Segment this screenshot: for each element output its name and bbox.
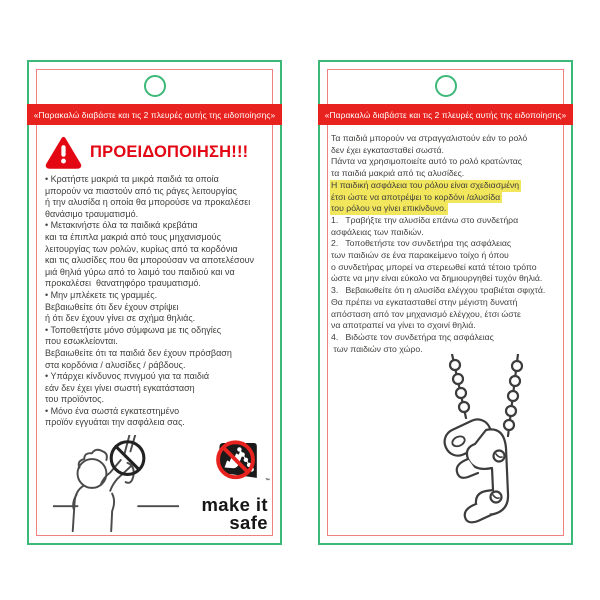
trademark-symbol: ™ (265, 478, 270, 484)
back-instructions-text (331, 133, 567, 355)
text-line: Θα πρέπει να εγκατασταθεί στην μέγιστη δυνατή (331, 296, 518, 307)
punch-hole (435, 75, 457, 97)
text-line: τα παιδιά μακριά από τις αλυσίδες. (331, 168, 465, 179)
text-line: προκαλέσει θανατηφόρο τραυματισμό. (45, 278, 201, 289)
text-line: 1. Τραβήξτε την αλυσίδα επάνω στο συνδετήρα (331, 214, 519, 225)
read-both-sides-banner: «Παρακαλώ διαβάστε και τις 2 πλευρές αυτής της ειδοποίησης» (27, 104, 282, 125)
text-line: έτσι ώστε να αποτρέψει το κορδόνι /αλυσίδα (331, 191, 501, 202)
make-it-safe-logo-icon (200, 435, 262, 491)
text-line: Η παιδική ασφάλεια του ρόλου είναι σχεδιασμένη (331, 179, 520, 190)
warning-heading: ΠΡΟΕΙΔΟΠΟΙΗΣΗ!!! (90, 142, 249, 161)
text-line: στα κορδόνια / αλυσίδες / ράβδους. (45, 359, 186, 370)
text-line: των παιδιών σε ένα παρακείμενο τοίχο ή όπου (331, 250, 509, 261)
front-warning-text (45, 174, 274, 429)
text-line: λειτουργίας των ρολών, κυρίως από τα κορδόνια (45, 243, 238, 254)
text-line: ή την αλυσίδα η οποία θα μπορούσε να προκαλέσει (45, 197, 251, 208)
text-line: • Υπάρχει κίνδυνος πνιγμού για τα παιδιά (45, 371, 210, 382)
text-line: απόσταση από τον μηχανισμό ελέγχου, έτσι ώστε (331, 308, 521, 319)
punch-hole (144, 75, 166, 97)
text-line: • Μην μπλέκετε τις γραμμές. (45, 289, 158, 300)
text-line: • Μόνο ένα σωστά εγκατεστημένο (45, 405, 180, 416)
warning-heading-row (45, 134, 270, 170)
front-illustration-row (39, 433, 270, 537)
make-it-safe-logo (156, 435, 268, 531)
text-line: του προϊόντος. (45, 394, 104, 405)
text-line: θανάσιμο τραυματισμό. (45, 208, 139, 219)
text-line: 3. Βεβαιωθείτε ότι η αλυσίδα ελέγχου τραβιέται σφιχτά. (331, 285, 546, 296)
text-line: 2. Τοποθετήστε τον συνδετήρα της ασφάλειας (331, 238, 512, 249)
text-line: • Μετακινήστε όλα τα παιδικά κρεβάτια (45, 220, 198, 231)
text-line: • Τοποθετήστε μόνο σύμφωνα με τις οδηγίες (45, 324, 222, 335)
text-line: 4. Βιδώστε τον συνδετήρα της ασφάλειας (331, 331, 494, 342)
text-line: Βεβαιωθείτε ότι τα παιδιά δεν έχουν πρόσβαση (45, 347, 232, 358)
text-line: εάν δεν έχει γίνει σωστή εγκατάσταση (45, 382, 195, 393)
read-both-sides-banner: «Παρακαλώ διαβάστε και τις 2 πλευρές αυτής της ειδοποίησης» (318, 104, 573, 125)
text-line: ασφάλειας των παιδιών. (331, 226, 424, 237)
text-line: των παιδιών στο χώρο. (331, 343, 423, 354)
warning-tag-front (27, 60, 282, 545)
text-line: και τις αλυσίδες που θα μπορούσαν να αποτελέσουν (45, 255, 255, 266)
text-line: που εσωκλείονται. (45, 336, 118, 347)
warning-triangle-icon (45, 136, 82, 169)
text-line: • Κρατήστε μακριά τα μικρά παιδιά τα οποία (45, 174, 219, 184)
warning-tag-back (318, 60, 573, 545)
text-line: Βεβαιωθείτε ότι δεν έχουν στρίψει (45, 301, 179, 312)
text-line: προϊόν εγγυάται την ασφάλεια σας. (45, 417, 185, 428)
logo-text-line2: safe (229, 511, 268, 533)
text-line: μπορούν να πιαστούν από τις ράγες λειτουργίας (45, 185, 237, 196)
text-line: δεν έχει εγκατασταθεί σωστά. (331, 144, 444, 155)
text-line: και τα έπιπλα μακριά από τους μηχανισμούς (45, 231, 221, 242)
text-line: να αποτραπεί να γίνει το σχοινί θηλιά. (331, 320, 476, 331)
text-line: ώστε να μην είναι εύκολο να δημιουργηθεί τυχόν θηλιά. (331, 273, 543, 284)
text-line: ή ότι δεν έχουν γίνει σε σχήμα θηλιάς. (45, 313, 196, 324)
chain-tensioner-illustration (406, 354, 556, 532)
text-line: ο συνδετήρας μπορεί να στερεωθεί κατά τέτοιο τρόπο (331, 261, 537, 272)
text-line: Τα παιδιά μπορούν να στραγγαλιστούν εάν το ρολό (331, 133, 528, 143)
text-line: του ρόλου να γίνει επικίνδυνο. (331, 203, 447, 214)
text-line: μιά θηλιά γύρω από το λαιμό του παιδιού και να (45, 266, 235, 277)
logo-text-line1: make it (201, 494, 268, 515)
text-line: Πάντα να χρησιμοποιείτε αυτό το ρολό κρατώντας (331, 156, 522, 167)
